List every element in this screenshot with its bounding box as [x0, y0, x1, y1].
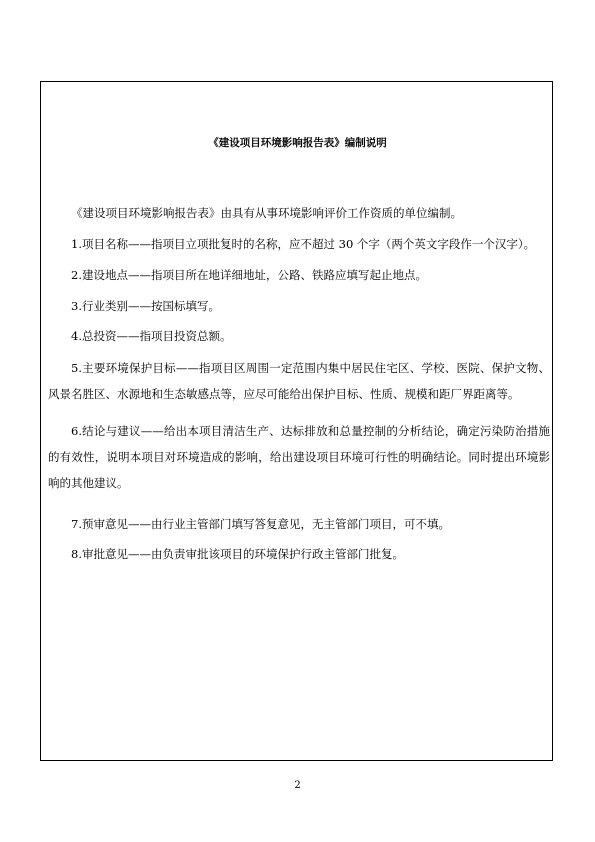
item-conclusions: 6.结论与建议——给出本项目清洁生产、达标排放和总量控制的分析结论，确定污染防治措施的有效性，说明本项目对环境造成的影响，给出建设项目环境可行性的明确结论。同时提出环境影响的其他建议。: [48, 424, 550, 490]
item-construction-site: 2.建设地点——指项目所在地详细地址，公路、铁路应填写起止地点。: [71, 268, 427, 282]
item-industry-category: 3.行业类别——按国标填写。: [71, 299, 220, 313]
intro-paragraph: 《建设项目环境影响报告表》由具有从事环境影响评价工作资质的单位编制。: [71, 206, 462, 220]
item-total-investment: 4.总投资——指项目投资总额。: [71, 329, 232, 343]
document-title: 《建设项目环境影响报告表》编制说明: [208, 137, 387, 149]
item-approval-opinion: 8.审批意见——由负责审批该项目的环境保护行政主管部门批复。: [71, 547, 404, 561]
item-protection-targets: 5.主要环境保护目标——指项目区周围一定范围内集中居民住宅区、学校、医院、保护文物、风景名胜区、水源地和生态敏感点等，应尽可能给出保护目标、性质、规模和距厂界距离等。: [48, 361, 550, 401]
item-project-name: 1.项目名称——指项目立项批复时的名称，应不超过 30 个字（两个英文字段作一个汉字）。: [71, 237, 536, 251]
page-number: 2: [294, 780, 301, 791]
item-preliminary-review: 7.预审意见——由行业主管部门填写答复意见，无主管部门项目，可不填。: [71, 517, 450, 531]
